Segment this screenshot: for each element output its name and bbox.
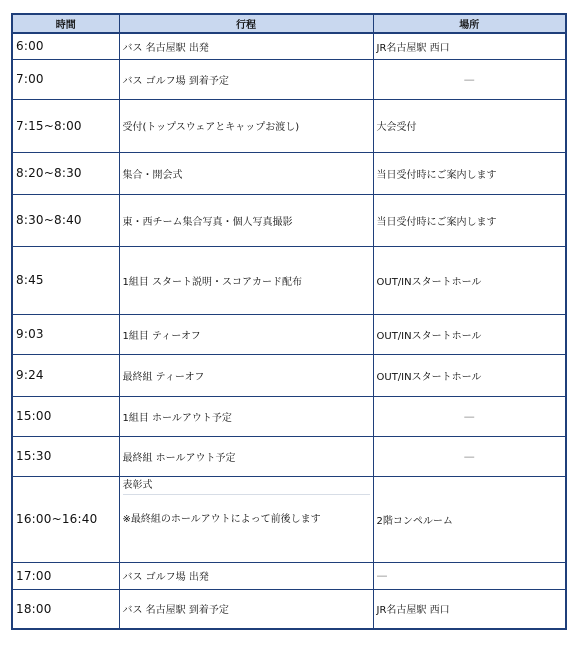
time-cell: 8:20~8:30: [12, 152, 119, 194]
place-cell: [373, 436, 566, 476]
table-row: [12, 354, 566, 396]
header-place: 場所: [373, 14, 566, 33]
table-row: [12, 59, 566, 99]
table-row: [12, 99, 566, 152]
table-row: [12, 314, 566, 354]
time-cell: 18:00: [12, 589, 119, 629]
place-cell: JR名古屋駅 西口: [373, 589, 566, 629]
header-plan: 行程: [119, 14, 373, 33]
time-cell: 15:00: [12, 396, 119, 436]
plan-cell: 1組目 ティーオフ: [119, 314, 373, 354]
table-row: [12, 246, 566, 314]
place-cell: 2階コンペルーム: [373, 476, 566, 562]
table-row: [12, 436, 566, 476]
plan-cell: 集合・開会式: [119, 152, 373, 194]
plan-cell: 1組目 ホールアウト予定: [119, 396, 373, 436]
plan-cell: [119, 476, 373, 562]
plan-cell: 最終組 ティーオフ: [119, 354, 373, 396]
time-cell: 17:00: [12, 562, 119, 589]
schedule-table: [11, 13, 567, 630]
time-cell: 15:30: [12, 436, 119, 476]
dash-mark: —: [463, 409, 475, 423]
time-cell: 9:03: [12, 314, 119, 354]
dash-mark: —: [463, 449, 475, 463]
dash-mark: —: [376, 569, 388, 582]
plan-cell: バス ゴルフ場 出発: [119, 562, 373, 589]
table-row: [12, 194, 566, 246]
place-cell: 大会受付: [373, 99, 566, 152]
dash-mark: —: [463, 72, 475, 86]
table-row: [12, 476, 566, 562]
plan-cell: バス 名古屋駅 到着予定: [119, 589, 373, 629]
place-cell: [373, 396, 566, 436]
place-cell: OUT/INスタートホール: [373, 354, 566, 396]
table-row: [12, 33, 566, 59]
time-cell: 16:00~16:40: [12, 476, 119, 562]
place-cell: 当日受付時にご案内します: [373, 152, 566, 194]
table-row: [12, 152, 566, 194]
time-cell: 7:15~8:00: [12, 99, 119, 152]
table-row: [12, 589, 566, 629]
plan-note: ※最終組のホールアウトによって前後します: [122, 513, 321, 525]
table-row: [12, 562, 566, 589]
time-cell: 6:00: [12, 33, 119, 59]
time-cell: 8:30~8:40: [12, 194, 119, 246]
plan-cell: 受付(トップスウェアとキャップお渡し): [119, 99, 373, 152]
table-header-row: [12, 14, 566, 33]
plan-cell: バス 名古屋駅 出発: [119, 33, 373, 59]
place-cell: [373, 59, 566, 99]
time-cell: 8:45: [12, 246, 119, 314]
plan-title: 表彰式: [123, 477, 370, 495]
plan-cell: 1組目 スタート説明・スコアカード配布: [119, 246, 373, 314]
time-cell: 9:24: [12, 354, 119, 396]
place-cell: OUT/INスタートホール: [373, 246, 566, 314]
place-cell: 当日受付時にご案内します: [373, 194, 566, 246]
time-cell: 7:00: [12, 59, 119, 99]
place-cell: [373, 562, 566, 589]
plan-cell: 最終組 ホールアウト予定: [119, 436, 373, 476]
place-cell: JR名古屋駅 西口: [373, 33, 566, 59]
plan-cell: バス ゴルフ場 到着予定: [119, 59, 373, 99]
header-time: 時間: [12, 14, 119, 33]
place-cell: OUT/INスタートホール: [373, 314, 566, 354]
plan-cell: 東・西チーム集合写真・個人写真撮影: [119, 194, 373, 246]
table-row: [12, 396, 566, 436]
